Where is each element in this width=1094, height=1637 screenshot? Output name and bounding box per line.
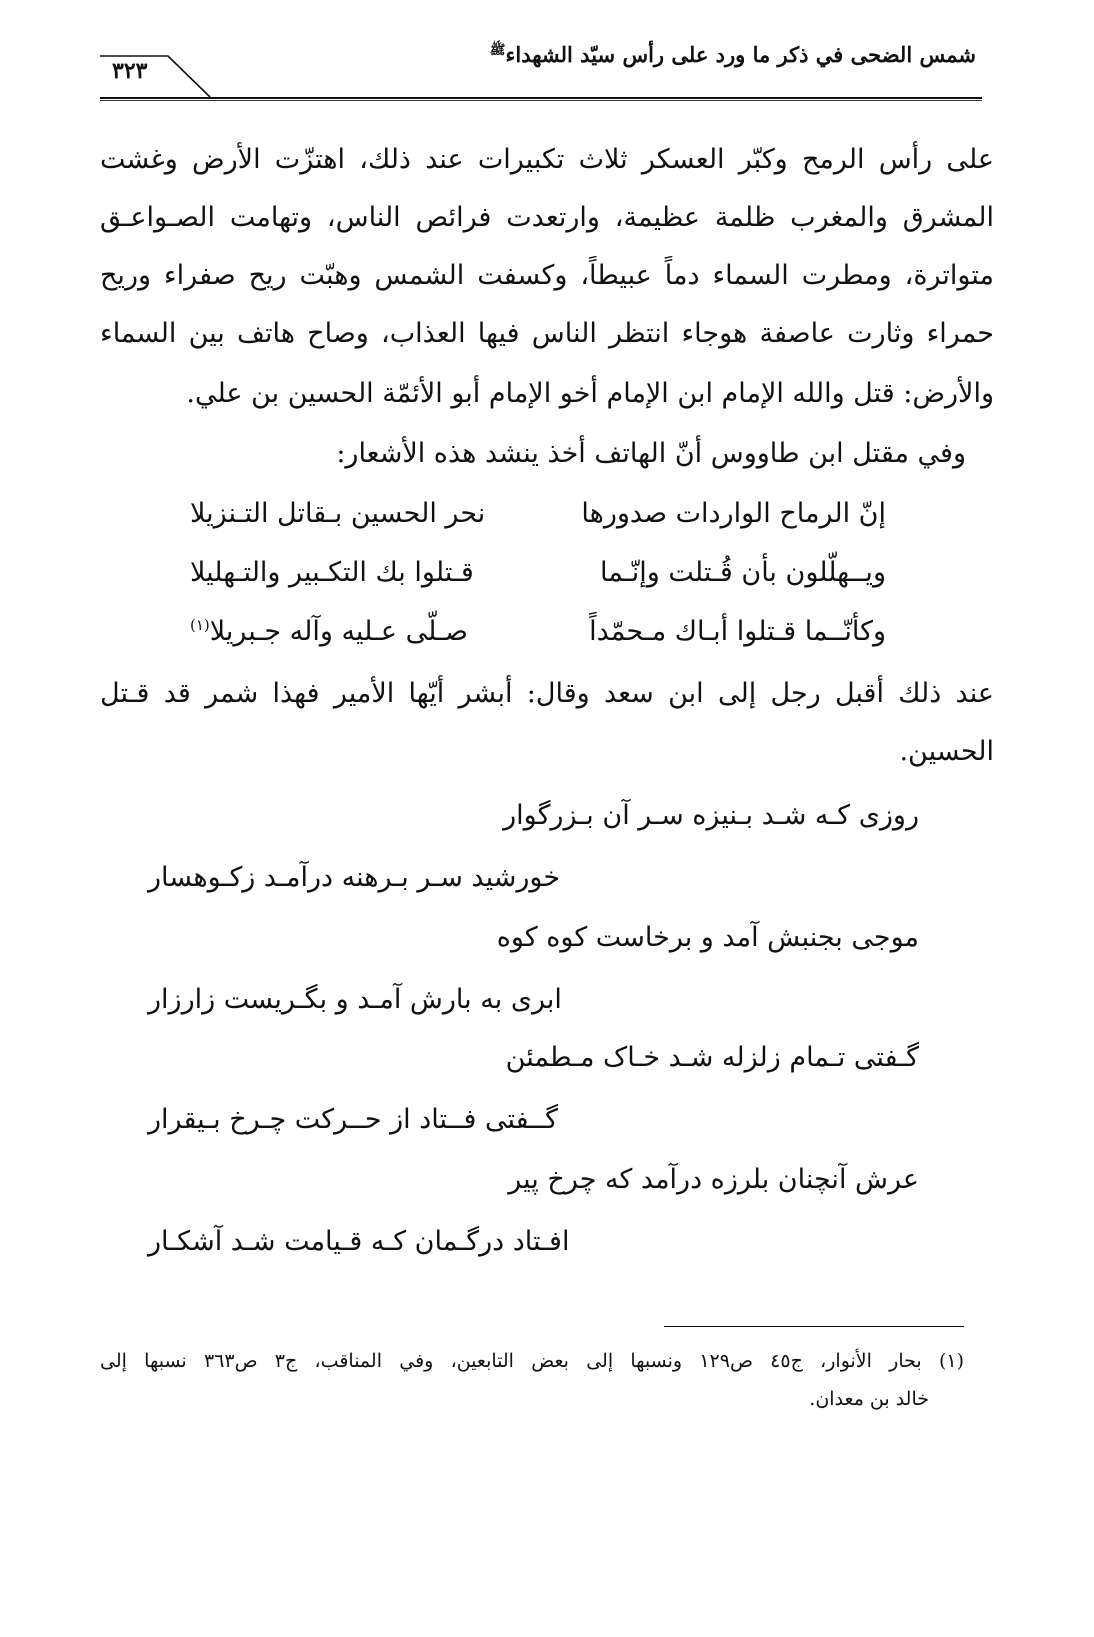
- page-number: ٣٢٣: [112, 58, 148, 84]
- footnote-rule: [664, 1326, 964, 1327]
- paragraph-line: حمراء وثارت عاصفة هوجاء انتظر الناس فيها العذاب، وصاح هاتف بين السماء: [100, 318, 994, 349]
- poem-hemistich-right: گـفتی تـمام زلزله شـد خـاک مـطمئن: [505, 1042, 919, 1073]
- header-rule-thin: [100, 100, 982, 101]
- poem-hemistich-left: افـتاد درگـمان کـه قـیامت شـد آشکـار: [148, 1226, 570, 1257]
- running-title-text: شمس الضحى في ذكر ما ورد على رأس سيّد الشهداء: [505, 42, 976, 67]
- poem-hemistich-left: ابری به بارش آمـد و بگـریست زارزار: [148, 984, 562, 1015]
- footnote-marker: (١): [190, 616, 210, 634]
- paragraph-line: والأرض: قتل والله الإمام ابن الإمام أخو الإمام أبو الأئمّة الحسين بن علي.: [186, 378, 994, 409]
- footnote-line: خالد بن معدان.: [809, 1388, 929, 1410]
- header-rule: [100, 97, 982, 99]
- verse-second-hemistich: قـتلوا بك التكـبير والتـهليلا: [190, 557, 474, 588]
- verse-row: [190, 612, 886, 652]
- poem-hemistich-left: گــفتی فــتاد از حــرکت چـرخ بـیقرار: [148, 1104, 558, 1135]
- verse-second-text: صـلّى عـليه وآله جـبريلا: [209, 616, 468, 647]
- paragraph-line: المشرق والمغرب ظلمة عظيمة، وارتعدت فرائص الناس، وتهامت الصـواعـق: [100, 202, 994, 233]
- running-title: [490, 42, 976, 67]
- verse-first-hemistich: وكأنّــما قـتلوا أبـاك مـحمّداً: [589, 616, 886, 647]
- verse-first-hemistich: ويــهلّلون بأن قُـتلت وإنّـما: [599, 557, 886, 588]
- poem-hemistich-right: روزی کـه شـد بـنیزه سـر آن بـزرگوار: [503, 800, 919, 831]
- footnote-line: (١) بحار الأنوار، ج٤٥ ص١٢٩ ونسبها إلى بعض التابعين، وفي المناقب، ج٣ ص٣٦٣ نسبها إلى: [100, 1350, 964, 1372]
- verses-intro: وفي مقتل ابن طاووس أنّ الهاتف أخذ ينشد هذه الأشعار:: [336, 438, 966, 469]
- paragraph-line: على رأس الرمح وكبّر العسكر ثلاث تكبيرات عند ذلك، اهتزّت الأرض وغشت: [100, 144, 994, 175]
- verse-row: [190, 553, 886, 593]
- verse-second-hemistich: [190, 612, 468, 652]
- poem-hemistich-right: عرش آنچنان بلرزه درآمد که چرخ پیر: [508, 1164, 919, 1195]
- poem-hemistich-left: خورشید سـر بـرهنه درآمـد زکـوهسار: [148, 862, 561, 893]
- paragraph-line: متواترة، ومطرت السماء دماً عبيطاً، وكسفت الشمس وهبّت ريح صفراء وريح: [100, 260, 994, 291]
- paragraph-line: الحسين.: [899, 736, 994, 767]
- paragraph-line: عند ذلك أقبل رجل إلى ابن سعد وقال: أبشر أيّها الأمير فهذا شمر قد قـتل: [100, 678, 994, 709]
- verse-second-hemistich: نحر الحسين بـقاتل التـنزيلا: [190, 498, 486, 529]
- poem-hemistich-right: موجی بجنبش آمد و برخاست کوه کوه: [496, 922, 919, 953]
- verse-first-hemistich: إنّ الرماح الواردات صدورها: [581, 498, 886, 529]
- verse-row: [190, 494, 886, 534]
- honorific-glyph: ﷺ: [489, 43, 506, 58]
